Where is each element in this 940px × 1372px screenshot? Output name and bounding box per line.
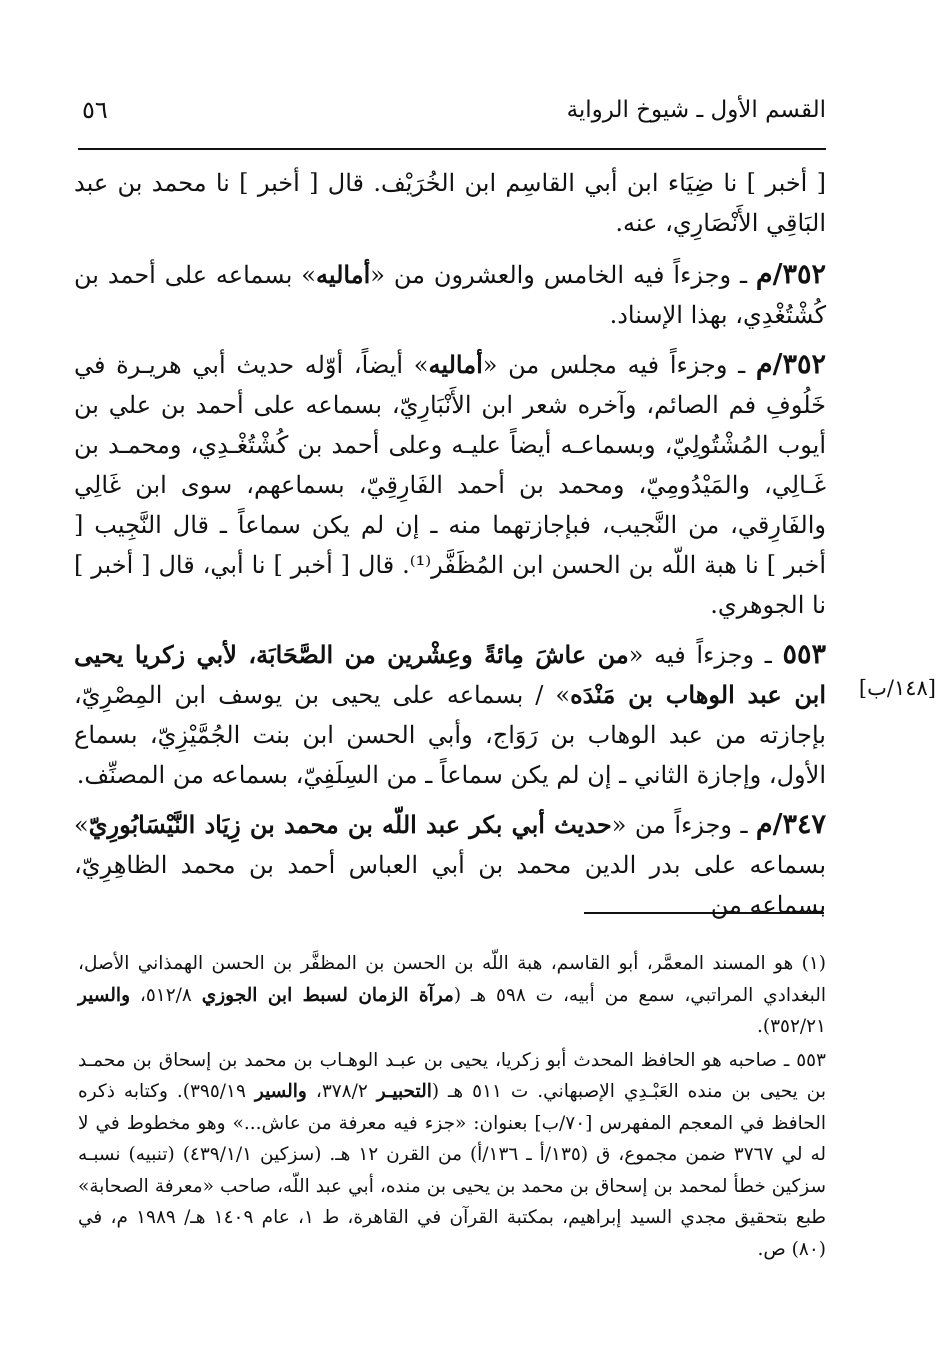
- entry-lead: ـ وجزءاً من «: [611, 811, 748, 839]
- entry-lead: ـ وجزءاً فيه الخامس والعشرون من «: [370, 261, 747, 289]
- footnote-553: [78, 1045, 826, 1266]
- entry-title: من عاشَ مِائةً وعِشْرين من الصَّحَابَة، لأبي زكريا يحيى ابن عبد الوهاب بن مَنْدَه: [74, 640, 826, 709]
- entry-number: ٣٥٢/م: [755, 349, 827, 380]
- footnote-source: التحبيـر: [376, 1081, 432, 1102]
- footnote-tail: ٣٥٢/٢١).: [756, 1016, 826, 1037]
- running-title: القسم الأول ـ شيوخ الرواية: [566, 97, 826, 123]
- footnote-source-2: والسير: [78, 984, 131, 1006]
- main-text: [74, 163, 826, 935]
- header-rule: [78, 148, 826, 150]
- entry-lead: ـ وجزءاً فيه مجلس من «: [482, 351, 746, 379]
- footnote-lead: ٥٥٣ ـ صاحبه هو الحافظ المحدث أبو زكريا، يحيى بن عبـد الوهـاب بن محمد بن إسحاق بن محمـد بن يحيى بن منده العَبْـدِي الإصبهاني. ت ٥١١ هـ (: [78, 1049, 826, 1102]
- entry-553: [74, 635, 826, 795]
- entry-number: ٣٥٢/م: [755, 259, 827, 290]
- footnote-1: [78, 948, 826, 1043]
- entry-347m: [74, 805, 826, 925]
- entry-352m-b: [74, 345, 826, 625]
- paragraph-text: [ أخبر ] نا ضِيَاء ابن أبي القاسِم ابن الخُرَيْف. قال [ أخبر ] نا محمد بن عبد البَاقِي الأَنْصَارِي، عنه.: [74, 169, 826, 237]
- footnote-mid: ٣٧٨/٢،: [306, 1081, 377, 1102]
- manuscript-folio-note: [١٤٨/ب]: [858, 676, 936, 700]
- paragraph-1: [74, 163, 826, 243]
- entry-352m-a: [74, 255, 826, 335]
- page-number: ٥٦: [82, 96, 108, 124]
- footnote-mid: ٥١٢/٨،: [130, 984, 202, 1006]
- entry-title: حديث أبي بكر عبد اللّه بن محمد بن زِيَاد النَّيْسَابُورِيّ: [88, 810, 612, 839]
- entry-number: ٣٤٧/م: [755, 809, 826, 840]
- entry-tail: » / بسماعه على يحيى بن يوسف ابن المِصْرِيّ، بإجازته من عبد الوهاب بن رَوَاج، وأبي الحسن ابن بنت الجُمَّيْزِيّ، بسماع الأول، وإجازة الثاني ـ إن لم يكن سماعاً ـ من السِلَفِيّ، بسماعه من المصنِّف.: [74, 681, 826, 789]
- entry-tail: » بسماعه على بدر الدين محمد بن أبي العباس أحمد بن محمد الظاهِرِيّ، بسماعه من: [74, 811, 826, 919]
- entry-title: أماليه: [315, 260, 371, 289]
- entry-tail: » بسماعه على أحمد بن كُشْتُغْدِي، بهذا الإسناد.: [74, 261, 826, 329]
- footnote-lead: (١) هو المسند المعمَّر، أبو القاسم، هبة اللّه بن الحسن بن المظفَّر بن الحسن الهمذاني الأصل، البغدادي المراتبي، سمع من أبيه، ت ٥٩٨ هـ (: [78, 953, 826, 1006]
- footnote-tail: ٣٩٥/١٩). وكتابه ذكره الحافظ في المعجم المفهرس [٧٠/ب] بعنوان: «جزء فيه معرفة من عاش...» وهو مخطوط في لا له لي ٣٧٦٧ ضمن مجموع، ق (١٣٥/أ ـ ١٣٦/أ) من القرن ١٢ هـ. (سزكين ٤٣٩/١/١) (تنبيه) نسبـه سزكين خطأ لمحمد بن إسحاق بن محمد بن يحيى بن منده، أبي عبد اللّه، صاحب «معرفة الصحابة» طبع بتحقيق مجدي السيد إبراهيم، بمكتبة القرآن في القاهرة، ط ١، عام ١٤٠٩ هـ/ ١٩٨٩ م، في (٨٠) ص.: [78, 1081, 827, 1260]
- entry-title: أماليه: [428, 350, 483, 379]
- footnote-source: مرآة الزمان لسبط ابن الجوزي: [201, 984, 454, 1006]
- footnotes: [78, 948, 826, 1267]
- entry-tail: » أيضاً، أوّله حديث أبي هريـرة في خَلُوفِ فم الصائم، وآخره شعر ابن الأَنْبَارِيّ، بسماعه على أحمد بن علي بن أيوب المُشْتُولِيّ، وبسماعـه أيضاً عليـه وعلى أحمد بن كُشْتُغْـدِي، ومحمـد بن غَـالِي، والمَيْدُومِيّ، ومحمد بن أحمد الفَارِقِيّ، بسماعهم، سوى ابن غَالِي والفَارِقي، من النَّجيب، فبإجازتهما منه ـ إن لم يكن سماعاً ـ قال النَّجِيب [ أخبر ] نا هبة اللّه بن الحسن ابن المُظَفَّر⁽¹⁾. قال [ أخبر ] نا أبي، قال [ أخبر ] نا الجوهري.: [74, 351, 826, 619]
- footnote-source-2: والسير: [254, 1081, 307, 1102]
- entry-number: ٥٥٣: [782, 639, 826, 670]
- entry-lead: ـ وجزءاً فيه «: [628, 641, 772, 669]
- footnote-rule: [584, 912, 824, 914]
- page-header: [82, 90, 826, 130]
